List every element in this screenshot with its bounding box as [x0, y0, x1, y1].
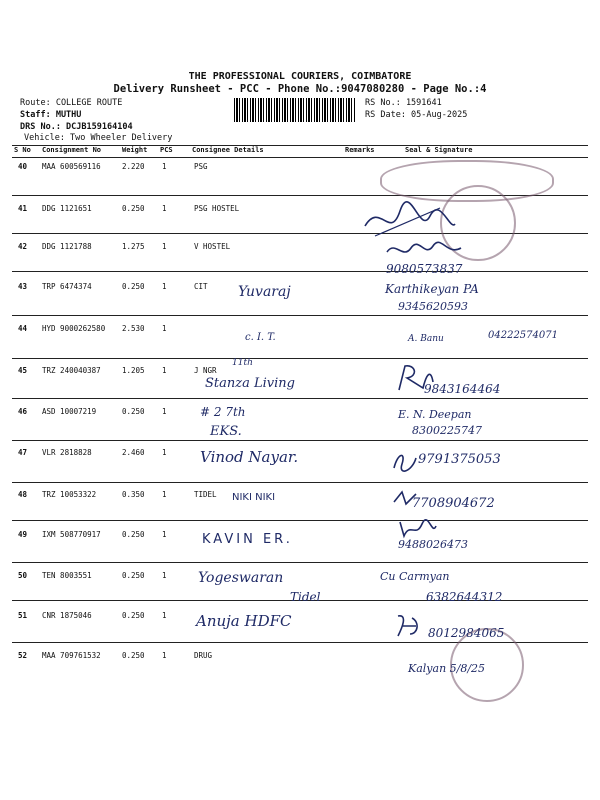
- row-rule: [12, 315, 588, 316]
- row-45-sno: 45: [18, 366, 28, 375]
- row-51-consignment: CNR 1875046: [42, 611, 92, 620]
- row-42-pcs: 1: [162, 242, 167, 251]
- row-50-pcs: 1: [162, 571, 167, 580]
- hand-r51-name: Anuja HDFC: [196, 612, 292, 630]
- row-40-consignee: PSG: [194, 162, 208, 171]
- signature-row-47: [392, 450, 418, 476]
- hand-r50-note: Tidel: [290, 590, 321, 604]
- row-45-consignment: TRZ 240040387: [42, 366, 101, 375]
- hand-r43-name: Yuvaraj: [238, 284, 291, 300]
- signature-row-49: [398, 518, 438, 540]
- row-44-pcs: 1: [162, 324, 167, 333]
- row-44-consignment: HYD 9000262580: [42, 324, 106, 333]
- hand-r43-sig: Karthikeyan PA: [385, 282, 479, 296]
- row-42-consignment: DDG 1121788: [42, 242, 92, 251]
- rs-date: RS Date: 05-Aug-2025: [365, 110, 468, 120]
- row-43-consignment: TRP 6474374: [42, 282, 92, 291]
- row-52-weight: 0.250: [122, 651, 145, 660]
- col-pcs: PCS: [160, 146, 173, 154]
- hand-r46-phone: 8300225747: [412, 424, 482, 437]
- row-47-consignment: VLR 2818828: [42, 448, 92, 457]
- col-sno: S No: [14, 146, 31, 154]
- hand-r51-phone: 8012984065: [428, 626, 505, 640]
- hand-r46-sig: E. N. Deepan: [398, 408, 472, 421]
- row-45-weight: 1.205: [122, 366, 145, 375]
- hand-r42-phone: 9080573837: [386, 262, 463, 276]
- hand-r45-phone: 9843164464: [424, 382, 501, 396]
- barcode: [234, 98, 356, 122]
- hand-r47-phone: 9791375053: [418, 452, 501, 467]
- row-51-pcs: 1: [162, 611, 167, 620]
- row-rule: [12, 440, 588, 441]
- hand-r48-name: NIKI NIKI: [232, 492, 276, 503]
- row-49-weight: 0.250: [122, 530, 145, 539]
- row-50-sno: 50: [18, 571, 28, 580]
- col-weight: Weight: [122, 146, 148, 154]
- row-49-consignment: IXM 508770917: [42, 530, 101, 539]
- route-label: Route: COLLEGE ROUTE: [20, 98, 123, 108]
- row-rule: [12, 398, 588, 399]
- row-44-weight: 2.530: [122, 324, 145, 333]
- row-48-weight: 0.350: [122, 490, 145, 499]
- vehicle-label: Vehicle: Two Wheeler Delivery: [24, 133, 173, 143]
- col-seal-signature: Seal & Signature: [405, 146, 473, 154]
- row-45-pcs: 1: [162, 366, 167, 375]
- row-46-sno: 46: [18, 407, 28, 416]
- runsheet-subtitle: Delivery Runsheet - PCC - Phone No.:9047080280 - Page No.:4: [113, 83, 487, 95]
- row-52-consignee: DRUG: [194, 651, 213, 660]
- row-46-consignment: ASD 10007219: [42, 407, 97, 416]
- drs-label: DRS No.: DCJB159164104: [20, 122, 133, 132]
- row-rule: [12, 482, 588, 483]
- row-48-sno: 48: [18, 490, 28, 499]
- table-header-rule: [12, 157, 588, 158]
- hand-r50-phone: 6382644312: [426, 590, 503, 604]
- row-48-consignee: TIDEL: [194, 490, 217, 499]
- row-52-sno: 52: [18, 651, 28, 660]
- hand-r44-note: c. I. T.: [245, 332, 276, 343]
- col-remarks: Remarks: [345, 146, 375, 154]
- row-47-pcs: 1: [162, 448, 167, 457]
- hand-r50-name: Yogeswaran: [198, 570, 284, 586]
- hand-r44-sig: A. Banu: [408, 334, 444, 344]
- hand-r46-note: # 2 7th: [200, 405, 246, 419]
- row-41-pcs: 1: [162, 204, 167, 213]
- row-40-weight: 2.220: [122, 162, 145, 171]
- signature-row-51: [394, 612, 424, 640]
- hand-r52-sig: Kalyan 5/8/25: [408, 662, 486, 675]
- hand-r48-phone: 7708904672: [412, 496, 495, 511]
- row-47-weight: 2.460: [122, 448, 145, 457]
- row-43-weight: 0.250: [122, 282, 145, 291]
- row-41-weight: 0.250: [122, 204, 145, 213]
- company-title: THE PROFESSIONAL COURIERS, COIMBATORE: [188, 71, 412, 82]
- hand-r45-name: Stanza Living: [205, 376, 295, 391]
- row-41-sno: 41: [18, 204, 28, 213]
- hand-r46-name: EKS.: [210, 424, 242, 439]
- row-42-sno: 42: [18, 242, 28, 251]
- row-48-pcs: 1: [162, 490, 167, 499]
- row-49-pcs: 1: [162, 530, 167, 539]
- hand-r49-phone: 9488026473: [398, 538, 468, 551]
- hand-r43-phone: 9345620593: [398, 300, 468, 313]
- row-rule: [12, 520, 588, 521]
- hand-r50-sig: Cu Carmyan: [380, 570, 450, 583]
- row-43-pcs: 1: [162, 282, 167, 291]
- row-51-sno: 51: [18, 611, 28, 620]
- row-50-consignment: TEN 8003551: [42, 571, 92, 580]
- row-40-pcs: 1: [162, 162, 167, 171]
- col-consignment: Consignment No: [42, 146, 102, 154]
- hand-r44-phone: 04222574071: [488, 330, 558, 341]
- row-41-consignee: PSG HOSTEL: [194, 204, 240, 213]
- row-rule: [12, 562, 588, 563]
- row-50-weight: 0.250: [122, 571, 145, 580]
- row-42-consignee: V HOSTEL: [194, 242, 231, 251]
- row-46-pcs: 1: [162, 407, 167, 416]
- row-51-weight: 0.250: [122, 611, 145, 620]
- row-42-weight: 1.275: [122, 242, 145, 251]
- signature-row-42: [385, 238, 465, 262]
- row-40-sno: 40: [18, 162, 28, 171]
- staff-label: Staff: MUTHU: [20, 110, 82, 120]
- row-47-sno: 47: [18, 448, 28, 457]
- row-41-consignment: DDG 1121651: [42, 204, 92, 213]
- col-consignee: Consignee Details: [192, 146, 264, 154]
- row-45-consignee: J NGR: [194, 366, 217, 375]
- row-43-sno: 43: [18, 282, 28, 291]
- hand-r49-name: KAVIN ER.: [202, 532, 293, 547]
- row-49-sno: 49: [18, 530, 28, 539]
- rs-number: RS No.: 1591641: [365, 98, 442, 108]
- row-rule: [12, 271, 588, 272]
- hand-r47-name: Vinod Nayar.: [200, 448, 299, 466]
- row-48-consignment: TRZ 10053322: [42, 490, 97, 499]
- row-46-weight: 0.250: [122, 407, 145, 416]
- row-43-consignee: CIT: [194, 282, 208, 291]
- row-52-pcs: 1: [162, 651, 167, 660]
- row-44-sno: 44: [18, 324, 28, 333]
- row-40-consignment: MAA 600569116: [42, 162, 101, 171]
- row-rule: [12, 358, 588, 359]
- hand-r45-note: 11th: [232, 358, 253, 368]
- row-52-consignment: MAA 709761532: [42, 651, 101, 660]
